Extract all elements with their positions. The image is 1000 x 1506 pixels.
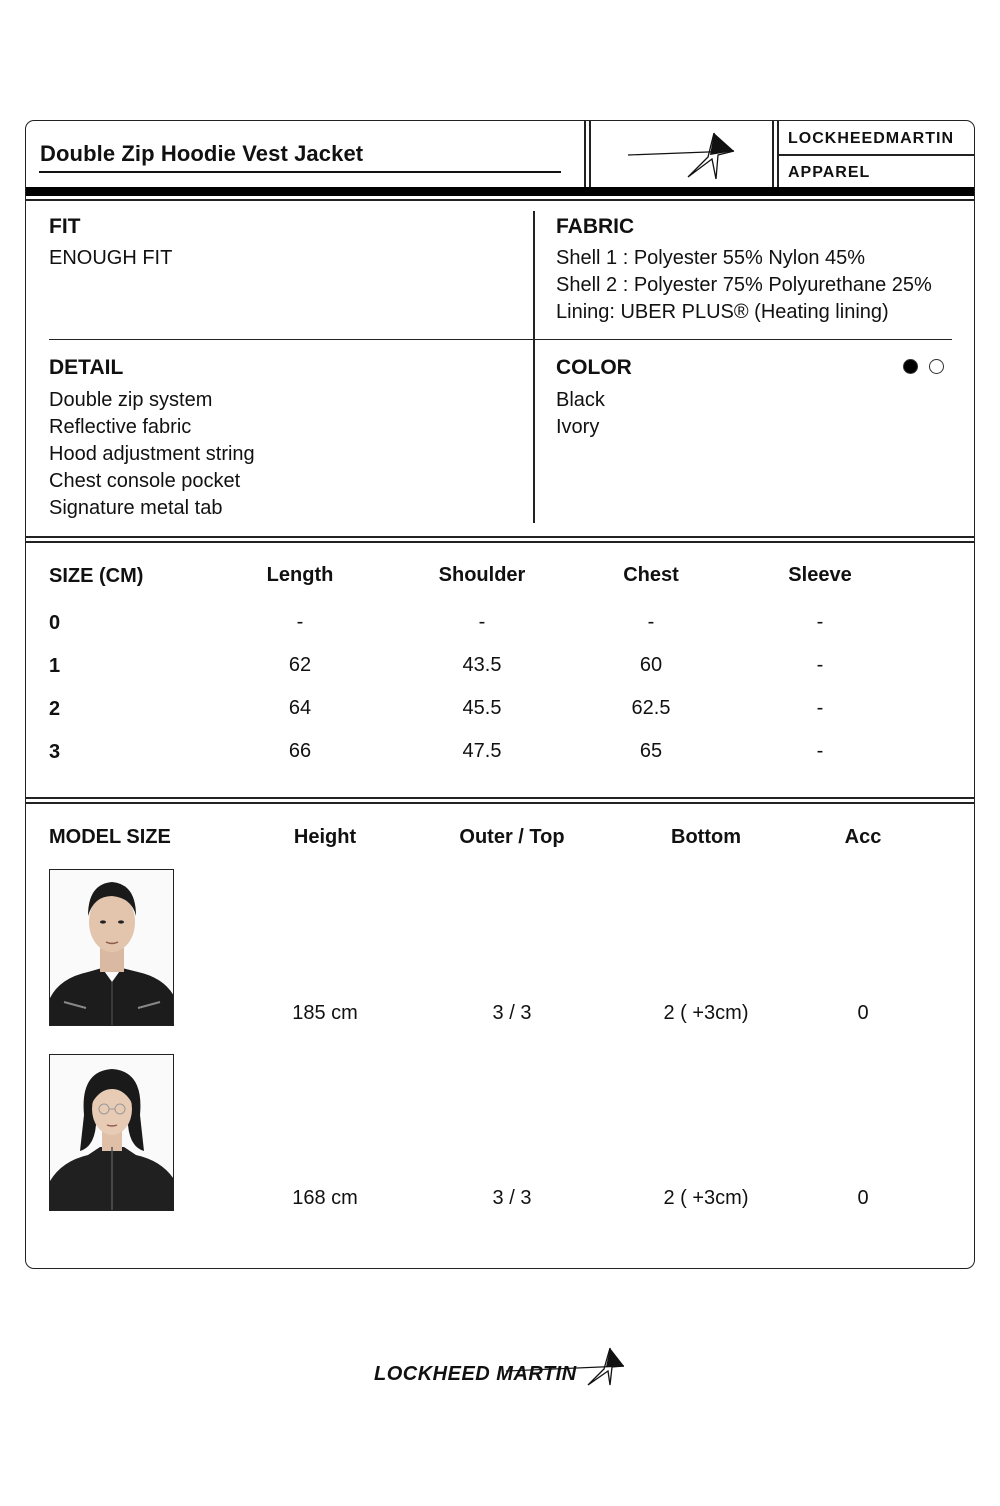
size-guide-card [25, 120, 975, 1269]
size-cell: - [296, 611, 304, 633]
model-photo-female [49, 1054, 174, 1211]
header-thin-rule [26, 199, 975, 201]
model-photo-male [49, 869, 174, 1026]
section-divider [26, 797, 975, 799]
color-swatch-ivory[interactable] [929, 359, 944, 374]
detail-line: Hood adjustment string [49, 443, 255, 465]
footer-logo [374, 1345, 626, 1387]
fabric-line: Shell 2 : Polyester 75% Polyurethane 25% [556, 274, 932, 296]
size-key: 3 [49, 741, 61, 763]
size-cell: 62.5 [631, 697, 671, 719]
detail-line: Double zip system [49, 389, 213, 411]
brand-divider [777, 154, 975, 156]
brand-category: APPAREL [788, 164, 871, 181]
size-cell: 65 [639, 740, 663, 762]
size-cell: 60 [639, 654, 663, 676]
size-col-header: Chest [623, 564, 679, 586]
size-cell: 43.5 [462, 654, 502, 676]
model-cell: 3 / 3 [492, 1187, 532, 1209]
size-cell: - [816, 740, 824, 762]
color-option: Ivory [556, 416, 600, 438]
size-key: 0 [49, 612, 61, 634]
info-row-divider [49, 339, 952, 340]
model-cell: 185 cm [292, 1002, 358, 1024]
detail-line: Signature metal tab [49, 497, 223, 519]
model-cell: 3 / 3 [492, 1002, 532, 1024]
model-cell: 168 cm [292, 1187, 358, 1209]
size-cell: 66 [288, 740, 312, 762]
model-cell: 2 ( +3cm) [663, 1002, 749, 1024]
fabric-line: Shell 1 : Polyester 55% Nylon 45% [556, 247, 866, 269]
size-cell: - [647, 611, 655, 633]
header-divider [589, 121, 591, 187]
size-key: 1 [49, 655, 61, 677]
model-col-header: Acc [844, 826, 882, 848]
footer-star-icon [504, 1345, 626, 1387]
fit-value: ENOUGH FIT [49, 247, 173, 269]
size-cell: - [816, 654, 824, 676]
size-cell: - [816, 611, 824, 633]
detail-line: Reflective fabric [49, 416, 192, 438]
size-cell: - [478, 611, 486, 633]
model-size-title: MODEL SIZE [49, 826, 171, 848]
size-cell: 62 [288, 654, 312, 676]
color-option: Black [556, 389, 605, 411]
color-label: COLOR [556, 356, 632, 379]
header [26, 121, 975, 189]
size-cell: 47.5 [462, 740, 502, 762]
section-divider [26, 802, 975, 804]
fabric-label: FABRIC [556, 215, 635, 238]
model-col-header: Bottom [671, 826, 741, 848]
color-swatch-black[interactable] [903, 359, 918, 374]
size-col-header: Sleeve [788, 564, 852, 586]
model-col-header: Outer / Top [459, 826, 565, 848]
size-cell: - [816, 697, 824, 719]
header-thick-rule [26, 187, 975, 196]
size-key: 2 [49, 698, 61, 720]
model-cell: 2 ( +3cm) [663, 1187, 749, 1209]
size-col-header: Length [266, 564, 334, 586]
size-cell: 64 [288, 697, 312, 719]
model-cell: 0 [857, 1002, 869, 1024]
size-table-title: SIZE (CM) [49, 565, 144, 587]
title-underline [39, 171, 561, 173]
star-logo-icon [626, 129, 738, 181]
header-divider [584, 121, 586, 187]
model-col-header: Height [293, 826, 357, 848]
info-column-divider [533, 211, 535, 523]
fabric-line: Lining: UBER PLUS® (Heating lining) [556, 301, 889, 323]
size-cell: 45.5 [462, 697, 502, 719]
detail-label: DETAIL [49, 356, 124, 379]
brand-name: LOCKHEEDMARTIN [788, 130, 954, 147]
product-title: Double Zip Hoodie Vest Jacket [40, 141, 364, 166]
footer-brand-text: LOCKHEED MARTIN [374, 1363, 577, 1385]
fit-label: FIT [49, 215, 81, 238]
size-col-header: Shoulder [438, 564, 526, 586]
detail-line: Chest console pocket [49, 470, 241, 492]
header-divider [772, 121, 774, 187]
model-cell: 0 [857, 1187, 869, 1209]
section-divider [26, 536, 975, 538]
section-divider [26, 541, 975, 543]
